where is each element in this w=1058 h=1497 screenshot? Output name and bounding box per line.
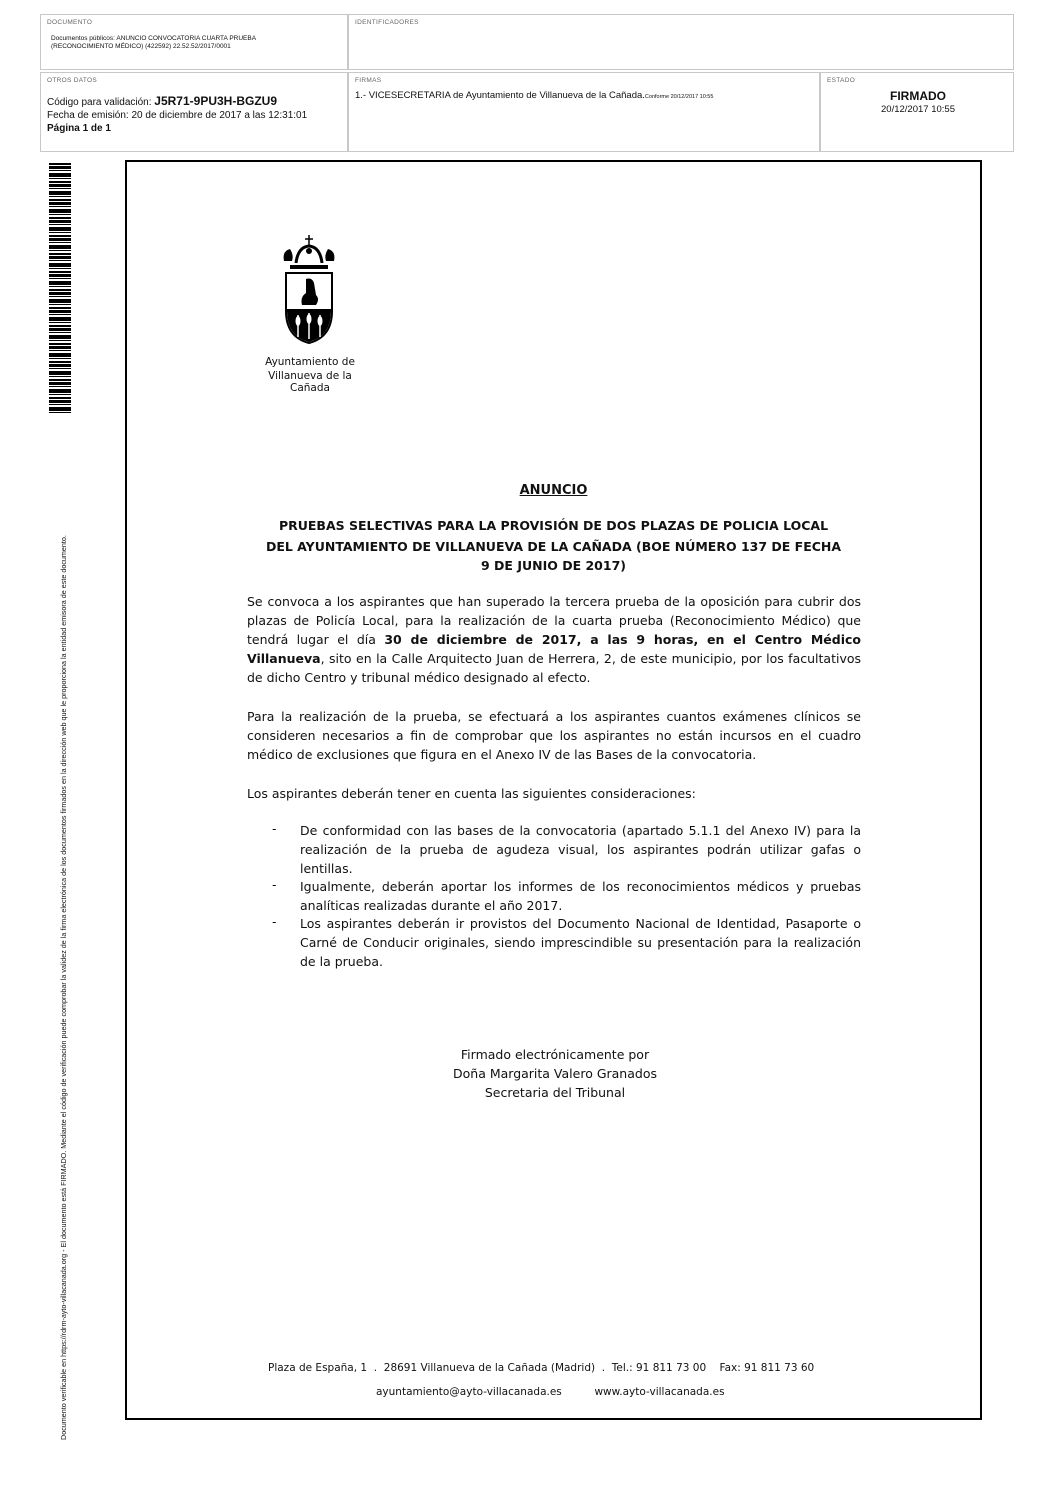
signature-line-2: Doña Margarita Valero Granados [453,1066,657,1081]
signature-text: 1.- VICESECRETARIA de Ayuntamiento de Villanueva de la Cañada. [355,90,645,101]
announcement-title: ANUNCIO [519,483,588,498]
page-count: Página 1 de 1 [47,123,111,134]
paragraph-1-start: Se convoca a los aspirantes que han superado la tercera prueba de la oposición para cubrir dos plazas de Policía Local, para la realización de la cuarta prueba (Reconocimiento Médico) que tendrá lugar el día [247,594,861,647]
validation-code[interactable]: J5R71-9PU3H-BGZU9 [154,94,278,108]
coat-of-arms-logo [276,233,342,353]
paragraph-consideraciones: Los aspirantes deberán tener en cuenta las siguientes consideraciones: [247,786,696,801]
paragraph-1-highlight: 30 de diciembre de 2017, a las 9 horas, en el Centro Médico Villanueva [247,632,861,666]
emission-date: Fecha de emisión: 20 de diciembre de 2017 a las 12:31:01 [47,110,308,121]
bullet-2: Igualmente, deberán aportar los informes de los reconocimientos médicos y pruebas analíticas realizadas durante el año 2017. [300,879,861,913]
subtitle-line-3: 9 DE JUNIO DE 2017) [481,558,626,573]
validation-code-prefix: Código para validación: [47,97,152,108]
coat-of-arms-icon [276,233,342,353]
bullet-3: Los aspirantes deberán ir provistos del Documento Nacional de Identidad, Pasaporte o Carné de Conducir originales, siendo imprescindible su presentación para la realización de la prueba. [300,916,861,969]
estado-cell [820,72,1014,152]
documento-cell [40,14,348,70]
subtitle-line-1: PRUEBAS SELECTIVAS PARA LA PROVISIÓN DE DOS PLAZAS DE POLICIA LOCAL [278,518,829,533]
estado-label: ESTADO [827,77,856,84]
otros-datos-label: OTROS DATOS [47,77,98,84]
firmas-cell [348,72,820,152]
identificadores-label: IDENTIFICADORES [355,19,419,26]
subtitle-line-2: DEL AYUNTAMIENTO DE VILLANUEVA DE LA CAÑADA (BOE NÚMERO 137 DE FECHA [265,539,842,554]
signature-line-3: Secretaria del Tribunal [484,1085,626,1100]
signature-small: Conforme 20/12/2017 10:55 [644,94,714,100]
barcode [49,163,71,415]
status-date: 20/12/2017 10:55 [881,104,955,115]
footer-address: Plaza de España, 1 . 28691 Villanueva de la Cañada (Madrid) . Tel.: 91 811 73 00 Fax: 91 811 73 60 [268,1362,815,1374]
documento-text: Documentos públicos: ANUNCIO CONVOCATORIA CUARTA PRUEBA (RECONOCIMIENTO MÉDICO) (422592) 22.52.52/2017/0001 [51,35,256,50]
bullet-1: De conformidad con las bases de la convocatoria (apartado 5.1.1 del Anexo IV) para la realización de la prueba de agudeza visual, los aspirantes podrán utilizar gafas o lentillas. [300,823,861,876]
bullet-dash-2: - [272,877,277,892]
firmas-label: FIRMAS [355,77,382,84]
bullet-dash-3: - [272,914,277,929]
bullet-dash-1: - [272,821,277,836]
otros-datos-cell [40,72,348,152]
validation-code-line [47,95,277,109]
signature-line-1: Firmado electrónicamente por [460,1047,650,1062]
identificadores-cell [348,14,1014,70]
signature-line [355,90,713,101]
verification-side-note: Documento verificable en https://rdrm-ayto-villacanada.org - El documento está FIRMADO. Mediante el código de verificación puede comprobar la validez de la firma electrónica de los documentos firmados en la dirección web que le proporciona la entidad emisora de este documento. [59,535,68,1440]
paragraph-convocatoria [247,592,861,687]
footer-website[interactable]: www.ayto-villacanada.es [594,1386,725,1398]
paragraph-examenes: Para la realización de la prueba, se efectuará a los aspirantes cuantos exámenes clínicos se consideren necesarios a fin de comprobar que los aspirantes no están incursos en el cuadro médico de exclusiones que figura en el Anexo IV de las Bases de la convocatoria. [247,709,861,762]
footer-contact [376,1386,725,1398]
footer-email[interactable]: ayuntamiento@ayto-villacanada.es [376,1386,562,1398]
logo-caption-2: Villanueva de la Cañada [268,370,352,394]
paragraph-1-end: , sito en la Calle Arquitecto Juan de Herrera, 2, de este municipio, por los facultativos de dicho Centro y tribunal médico designado al efecto. [247,651,861,685]
status-badge: FIRMADO [890,89,946,103]
documento-label: DOCUMENTO [47,19,93,26]
logo-caption-1: Ayuntamiento de [265,356,355,368]
